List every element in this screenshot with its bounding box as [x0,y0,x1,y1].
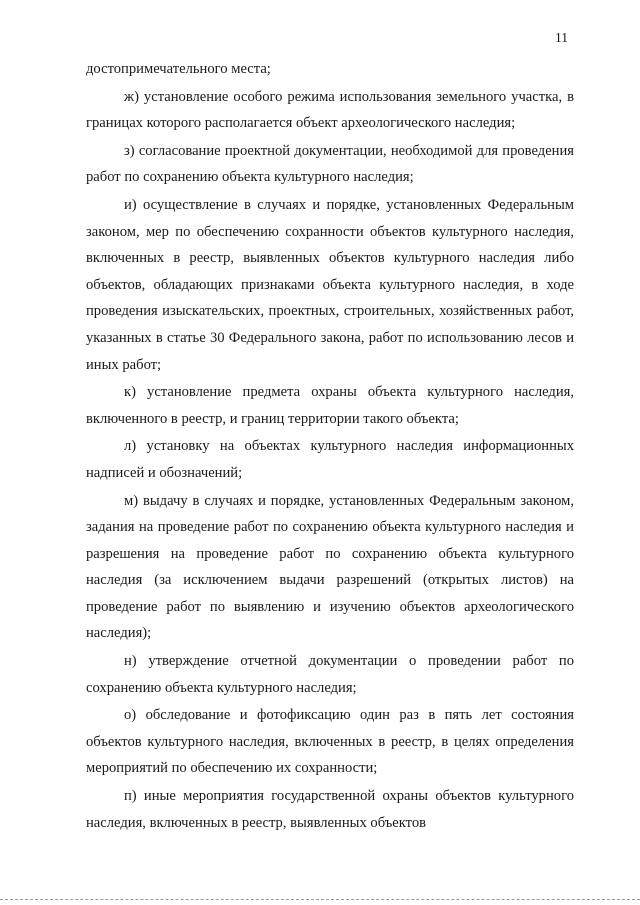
paragraph-item-l: л) установку на объектах культурного наследия информационных надписей и обозначений; [86,438,574,481]
paragraph-item-k: к) установление предмета охраны объекта культурного наследия, включенного в реестр, и границ территории такого объекта; [86,384,574,427]
page-number: 11 [555,30,568,45]
page-bottom-edge [0,899,640,900]
paragraph-item-p: п) иные мероприятия государственной охраны объектов культурного наследия, включенных в реестр, выявленных объектов [86,788,574,831]
paragraph-item-n: н) утверждение отчетной документации о проведении работ по сохранению объекта культурного наследия; [86,653,574,696]
paragraph-continuation: достопримечательного места; [86,61,271,77]
paragraph-item-zh: ж) установление особого режима использования земельного участка, в границах которого располагается объект археологического наследия; [86,88,574,132]
paragraph-item-o: о) обследование и фотофиксацию один раз в пять лет состояния объектов культурного наследия, включенных в реестр, в целях определения мероприятий по обеспечению их сохранности; [86,707,574,777]
paragraph-item-z: з) согласование проектной документации, необходимой для проведения работ по сохранению объекта культурного наследия; [86,142,574,186]
paragraph-item-i: и) осуществление в случаях и порядке, установленных Федеральным законом, мер по обеспечению сохранности объектов культурного наследия, включенных в реестр, выявленных объектов культурного наследия либо объектов, обладающих признаками объекта культурного наследия, в ходе проведения изыскательских, проектных, строительных, хозяйственных работ, указанных в статье 30 Федерального закона, работ по использованию лесов и иных работ; [86,196,574,373]
paragraph-item-m: м) выдачу в случаях и порядке, установленных Федеральным законом, задания на проведение работ по сохранению объекта культурного наследия и разрешения на проведение работ по сохранению объекта культурного наследия (за исключением выдачи разрешений (открытых листов) на проведение работ по выявлению и изучению объектов археологического наследия); [86,492,574,642]
document-body [86,56,574,837]
